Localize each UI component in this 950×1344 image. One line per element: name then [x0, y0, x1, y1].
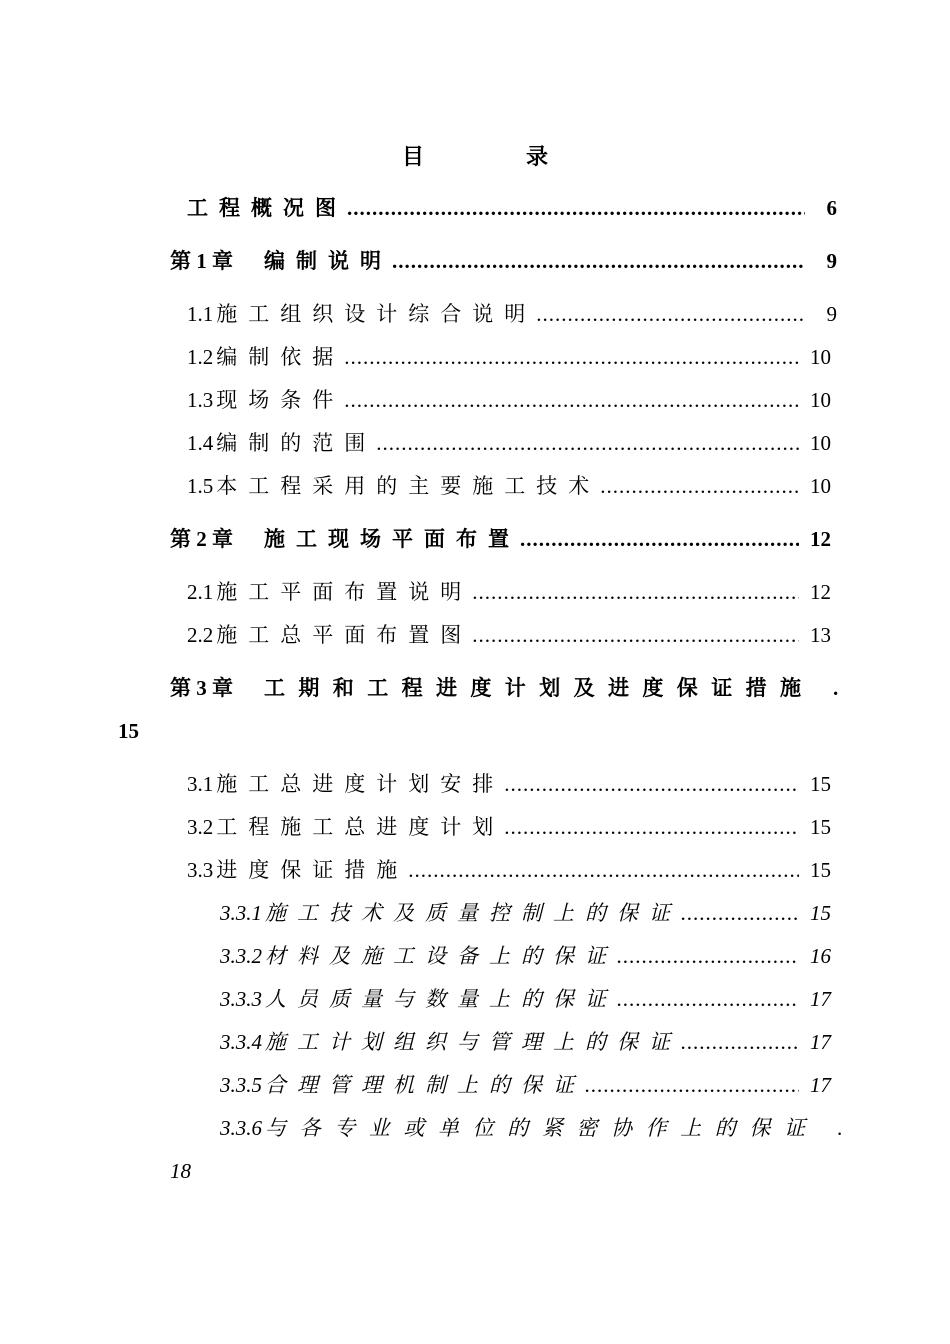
dot-leader [536, 299, 805, 329]
toc-entry-number: 第 2 章 [170, 527, 233, 551]
toc-entry-label: 施工技术及质量控制上的保证 [265, 901, 681, 925]
dot-leader [504, 812, 799, 842]
toc-entry-label: 施工组织设计综合说明 [216, 302, 537, 326]
toc-entry-label: 材料及施工设备上的保证 [265, 944, 617, 968]
dot-leader [344, 342, 799, 372]
toc-section-entry[interactable] [187, 299, 837, 329]
toc-title: 目 录 [401, 144, 588, 169]
toc-entry-number: 3.3.6 [220, 1116, 262, 1140]
toc-subsection-entry[interactable] [220, 898, 831, 928]
toc-entry-number: 2.1 [187, 580, 214, 604]
toc-subsection-entry[interactable] [220, 984, 831, 1014]
dot-leader [681, 1027, 799, 1057]
toc-section-entry[interactable] [187, 428, 831, 458]
toc-section-entry[interactable] [187, 769, 831, 799]
toc-entry-label: 合理管理机制上的保证 [265, 1073, 585, 1097]
toc-entry-page: 15 [810, 858, 831, 882]
dot-leader [344, 385, 799, 415]
toc-subsection-entry[interactable]: 3.3.6 与各专业或单位的紧密协作上的保证 . [220, 1116, 857, 1140]
toc-entry-label: 编制的范围 [216, 431, 377, 455]
toc-entry-label: 施工计划组织与管理上的保证 [265, 1030, 681, 1054]
toc-section-entry[interactable] [187, 471, 831, 501]
toc-entry-page: 9 [826, 302, 837, 326]
toc-entry-label: 与各专业或单位的紧密协作上的保证 [265, 1116, 819, 1140]
toc-entry-number: 1.4 [187, 431, 214, 455]
toc-entry-page: 12 [810, 527, 831, 551]
toc-entry-page: 10 [810, 431, 831, 455]
toc-entry-number: 3.3.4 [220, 1030, 262, 1054]
toc-entry-page: 10 [810, 474, 831, 498]
toc-section-entry[interactable] [187, 812, 831, 842]
dot-leader [617, 984, 799, 1014]
toc-chapter-entry[interactable]: 第 3 章 工期和工程进度计划及进度保证措施 . [170, 676, 852, 700]
toc-entry-number: 1.3 [187, 388, 214, 412]
toc-section-entry[interactable] [187, 342, 831, 372]
dot-leader [585, 1070, 799, 1100]
toc-entry-page: 17 [810, 1030, 831, 1054]
toc-entry-page: 6 [826, 196, 837, 220]
toc-entry-page: 18 [170, 1159, 191, 1183]
toc-entry-number: 3.2 [187, 815, 214, 839]
toc-entry-page: 17 [810, 1073, 831, 1097]
toc-entry-number: 3.3.3 [220, 987, 262, 1011]
toc-entry-number: 1.2 [187, 345, 214, 369]
toc-entry-number: 3.3 [187, 858, 214, 882]
toc-chapter-entry[interactable] [170, 246, 837, 276]
toc-subsection-entry[interactable] [220, 1070, 831, 1100]
dot-leader [600, 471, 799, 501]
dot-leader [347, 193, 805, 223]
toc-section-entry[interactable] [187, 385, 831, 415]
toc-entry-label: 本工程采用的主要施工技术 [216, 474, 601, 498]
toc-entry-label: 编制说明 [264, 249, 392, 273]
dot-leader [681, 898, 799, 928]
dot-leader [520, 524, 799, 554]
toc-entry-label: 工程施工总进度计划 [216, 815, 505, 839]
toc-entry[interactable] [187, 193, 837, 223]
toc-entry-label: 进度保证措施 [216, 858, 409, 882]
toc-entry-label: 工期和工程进度计划及进度保证措施 [264, 676, 815, 700]
toc-entry-number: 3.1 [187, 772, 214, 796]
dot-leader [408, 855, 799, 885]
toc-entry-label: 施工总进度计划安排 [216, 772, 505, 796]
toc-subsection-entry[interactable] [220, 941, 831, 971]
toc-entry-number: 3.3.1 [220, 901, 262, 925]
toc-entry-page: 15 [810, 815, 831, 839]
toc-entry-page: 10 [810, 388, 831, 412]
toc-section-entry[interactable] [187, 577, 831, 607]
dot-leader [472, 577, 799, 607]
toc-entry-number: 第 3 章 [170, 676, 233, 700]
toc-entry-label: 施工现场平面布置 [264, 527, 520, 551]
toc-entry-page: 17 [810, 987, 831, 1011]
toc-entry-page: 15 [118, 719, 139, 743]
toc-entry-label: 现场条件 [216, 388, 345, 412]
toc-entry-page: 15 [810, 772, 831, 796]
toc-entry-label: 工程概况图 [187, 196, 347, 220]
toc-section-entry[interactable] [187, 855, 831, 885]
toc-entry-page: 16 [810, 944, 831, 968]
toc-entry-label: 施工平面布置说明 [216, 580, 473, 604]
dot-leader [504, 769, 799, 799]
toc-entry-page: 13 [810, 623, 831, 647]
toc-subsection-entry[interactable] [220, 1027, 831, 1057]
toc-entry-label: 编制依据 [216, 345, 345, 369]
toc-chapter-entry[interactable] [170, 524, 831, 554]
toc-entry-label: 人员质量与数量上的保证 [265, 987, 617, 1011]
toc-entry-number: 1.5 [187, 474, 214, 498]
dot-leader [376, 428, 799, 458]
toc-entry-number: 3.3.2 [220, 944, 262, 968]
dot-leader [617, 941, 799, 971]
dot-leader [392, 246, 805, 276]
toc-entry-page: 15 [810, 901, 831, 925]
toc-entry-number: 第 1 章 [170, 249, 233, 273]
toc-entry-page: 10 [810, 345, 831, 369]
toc-entry-number: 2.2 [187, 623, 214, 647]
toc-entry-number: 3.3.5 [220, 1073, 262, 1097]
toc-entry-label: 施工总平面布置图 [216, 623, 473, 647]
toc-entry-number: 1.1 [187, 302, 214, 326]
dot-leader [472, 620, 799, 650]
toc-entry-page: 9 [826, 249, 837, 273]
toc-entry-page: 12 [810, 580, 831, 604]
toc-section-entry[interactable] [187, 620, 831, 650]
